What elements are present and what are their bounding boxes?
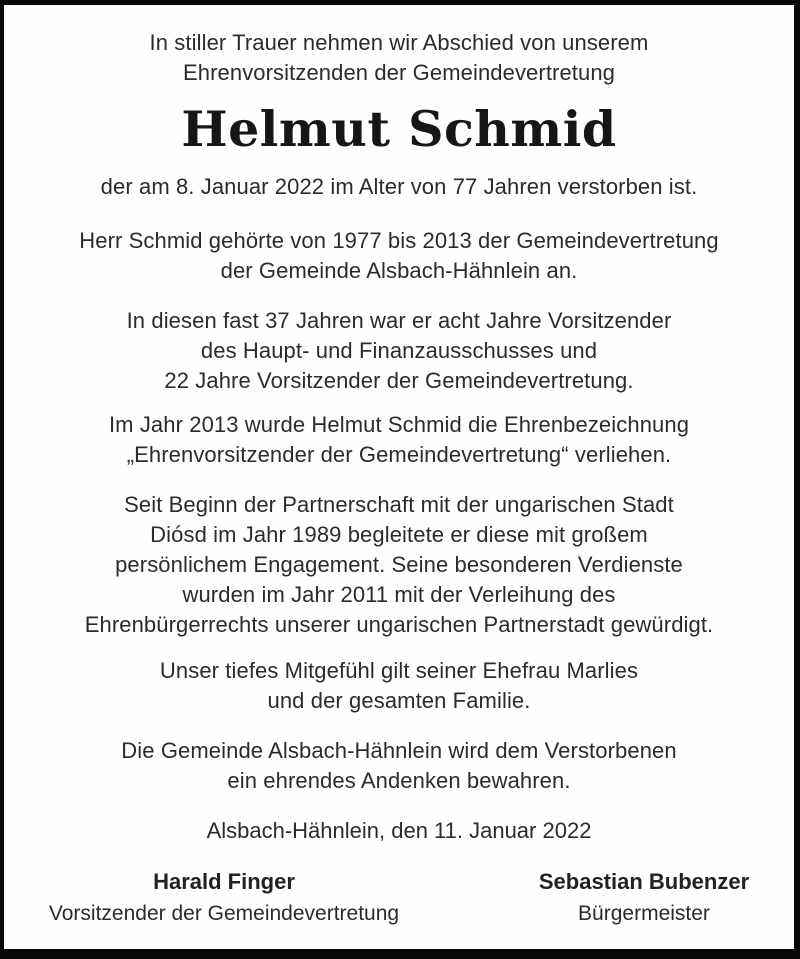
signature-right: [494, 867, 794, 928]
paragraph-remembrance: [4, 736, 794, 796]
text-line: ein ehrendes Andenken bewahren.: [227, 768, 571, 793]
text-line: und der gesamten Familie.: [267, 688, 531, 713]
paragraph-condolences: [4, 656, 794, 716]
paragraph-partnership: [4, 490, 794, 640]
text-line: Ehrenbürgerrechts unserer ungarischen Partnerstadt gewürdigt.: [84, 612, 714, 637]
signatures-row: [4, 867, 794, 928]
signatory-role: Vorsitzender der Gemeindevertretung: [48, 902, 400, 925]
text-line: Im Jahr 2013 wurde Helmut Schmid die Ehrenbezeichnung: [108, 412, 690, 437]
text-line: des Haupt- und Finanzausschusses und: [200, 338, 598, 363]
text-line: persönlichem Engagement. Seine besonderen Verdienste: [115, 552, 683, 577]
signature-left: [24, 867, 424, 928]
text-line: Ehrenvorsitzenden der Gemeindevertretung: [182, 60, 616, 85]
intro-lines: [4, 28, 794, 88]
text-line: Unser tiefes Mitgefühl gilt seiner Ehefrau Marlies: [159, 658, 639, 683]
text-line: In stiller Trauer nehmen wir Abschied von unserem: [149, 30, 649, 55]
text-line: In diesen fast 37 Jahren war er acht Jahre Vorsitzender: [126, 308, 672, 333]
text-line: Seit Beginn der Partnerschaft mit der ungarischen Stadt: [124, 492, 674, 517]
paragraph-council-membership: [4, 226, 794, 286]
death-statement: der am 8. Januar 2022 im Alter von 77 Jahren verstorben ist.: [100, 174, 698, 199]
text-line: der Gemeinde Alsbach-Hähnlein an.: [220, 258, 578, 283]
text-line: 22 Jahre Vorsitzender der Gemeindevertretung.: [164, 368, 634, 393]
signatory-name: Harald Finger: [153, 869, 295, 894]
text-line: „Ehrenvorsitzender der Gemeindevertretung“ verliehen.: [126, 442, 672, 467]
signatory-role: Bürgermeister: [578, 902, 710, 925]
place-date-line: Alsbach-Hähnlein, den 11. Januar 2022: [206, 818, 592, 843]
text-line: Diósd im Jahr 1989 begleitete er diese mit großem: [150, 522, 648, 547]
deceased-name: Helmut Schmid: [181, 100, 617, 158]
text-line: Die Gemeinde Alsbach-Hähnlein wird dem Verstorbenen: [121, 738, 677, 763]
text-line: Herr Schmid gehörte von 1977 bis 2013 der Gemeindevertretung: [79, 228, 719, 253]
text-line: wurden im Jahr 2011 mit der Verleihung des: [182, 582, 616, 607]
signatory-name: Sebastian Bubenzer: [538, 869, 750, 894]
paragraph-chairman-years: [4, 306, 794, 396]
paragraph-honorary-title: [4, 410, 794, 470]
